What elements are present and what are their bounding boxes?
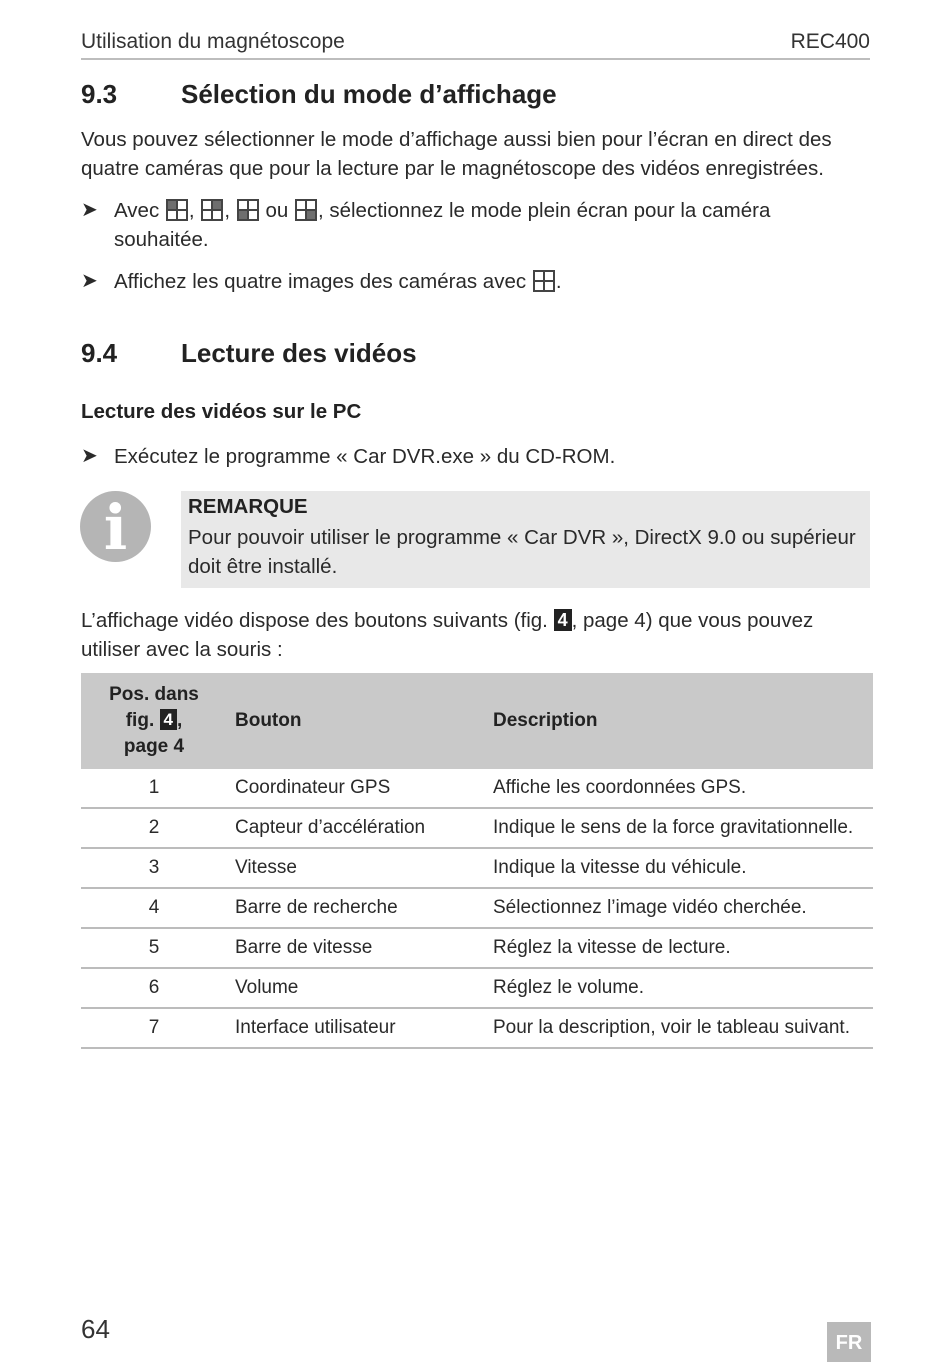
cell-button: Barre de recherche — [227, 888, 485, 928]
cell-description: Affiche les coordonnées GPS. — [485, 769, 873, 808]
bullet-run-program-text: Exécutez le programme « Car DVR.exe » du CD-ROM. — [114, 445, 616, 468]
bullet1-or: ou — [265, 199, 289, 222]
bullet-arrow-icon: ➤ — [81, 270, 98, 292]
buttons-intro-part2: , page 4) que vous pouvez utiliser avec la souris : — [81, 609, 814, 661]
section-93-number: 9.3 — [81, 79, 118, 109]
view-camera4-icon — [295, 199, 317, 221]
view-quad-icon — [533, 270, 555, 292]
header-pos-line3: page 4 — [123, 736, 185, 757]
section-93-intro: Vous pouvez sélectionner le mode d’affichage aussi bien pour l’écran en direct des quatre caméras que pour la lecture par le magnétoscope des vidéos enregistrées. — [81, 128, 832, 180]
cell-pos: 4 — [81, 888, 227, 928]
cell-button: Interface utilisateur — [227, 1008, 485, 1048]
section-93-title: Sélection du mode d’affichage — [181, 79, 557, 109]
page-number: 64 — [81, 1314, 110, 1344]
bullet1-prefix: Avec — [114, 199, 160, 222]
header-position — [81, 673, 227, 769]
cell-button: Capteur d’accélération — [227, 808, 485, 848]
cell-button: Barre de vitesse — [227, 928, 485, 968]
bullet2-text: Affichez les quatre images des caméras avec — [114, 270, 527, 293]
header-button: Bouton — [227, 673, 485, 769]
bullet-arrow-icon: ➤ — [81, 199, 98, 221]
cell-pos: 7 — [81, 1008, 227, 1048]
section-94-title: Lecture des vidéos — [181, 338, 417, 368]
info-icon: i — [80, 491, 151, 562]
buttons-intro-part1: L’affichage vidéo dispose des boutons suivants (fig. — [81, 609, 548, 632]
section-94-number: 9.4 — [81, 338, 118, 368]
cell-description: Indique le sens de la force gravitationnelle. — [485, 808, 873, 848]
figure-ref-badge: 4 — [554, 609, 572, 631]
table-row — [81, 769, 873, 808]
table-header-row — [81, 673, 873, 769]
bullet-quad-view — [81, 267, 871, 296]
cell-description: Réglez la vitesse de lecture. — [485, 928, 873, 968]
header-figure-badge: 4 — [160, 709, 177, 730]
header-description: Description — [485, 673, 873, 769]
cell-description: Pour la description, voir le tableau suivant. — [485, 1008, 873, 1048]
table-row — [81, 928, 873, 968]
note-text: Pour pouvoir utiliser le programme « Car DVR », DirectX 9.0 ou supérieur doit être installé. — [188, 526, 856, 578]
cell-description: Indique la vitesse du véhicule. — [485, 848, 873, 888]
bullet-fullscreen-mode — [81, 196, 871, 254]
cell-pos: 1 — [81, 769, 227, 808]
view-camera3-icon — [237, 199, 259, 221]
bullet1-sep2: , — [224, 199, 231, 222]
cell-button: Coordinateur GPS — [227, 769, 485, 808]
bullet-run-program — [81, 442, 871, 471]
cell-button: Vitesse — [227, 848, 485, 888]
table-row — [81, 1008, 873, 1048]
language-badge: FR — [827, 1322, 871, 1362]
buttons-intro — [81, 606, 871, 664]
header-pos-line2-prefix: fig. — [125, 710, 155, 731]
header-pos-line1: Pos. dans — [109, 684, 199, 705]
bullet2-end: . — [555, 270, 562, 293]
header-pos-line2-suffix: , — [176, 710, 183, 731]
view-camera1-icon — [166, 199, 188, 221]
table-row — [81, 888, 873, 928]
table-row — [81, 968, 873, 1008]
cell-pos: 5 — [81, 928, 227, 968]
table-row — [81, 808, 873, 848]
bullet1-sep1: , — [188, 199, 195, 222]
buttons-table — [81, 673, 873, 1049]
bullet-arrow-icon: ➤ — [81, 445, 98, 467]
subheading-pc-playback: Lecture des vidéos sur le PC — [81, 400, 362, 423]
bullet1-suffix: , sélectionnez le mode plein écran pour la caméra souhaitée. — [114, 199, 771, 251]
cell-button: Volume — [227, 968, 485, 1008]
view-camera2-icon — [201, 199, 223, 221]
cell-description: Réglez le volume. — [485, 968, 873, 1008]
header-divider — [81, 58, 870, 60]
note-title: REMARQUE — [188, 495, 308, 518]
table-row — [81, 848, 873, 888]
cell-pos: 6 — [81, 968, 227, 1008]
running-header-title: Utilisation du magnétoscope — [81, 30, 345, 53]
cell-pos: 2 — [81, 808, 227, 848]
cell-pos: 3 — [81, 848, 227, 888]
running-header-model: REC400 — [790, 30, 870, 53]
cell-description: Sélectionnez l’image vidéo cherchée. — [485, 888, 873, 928]
